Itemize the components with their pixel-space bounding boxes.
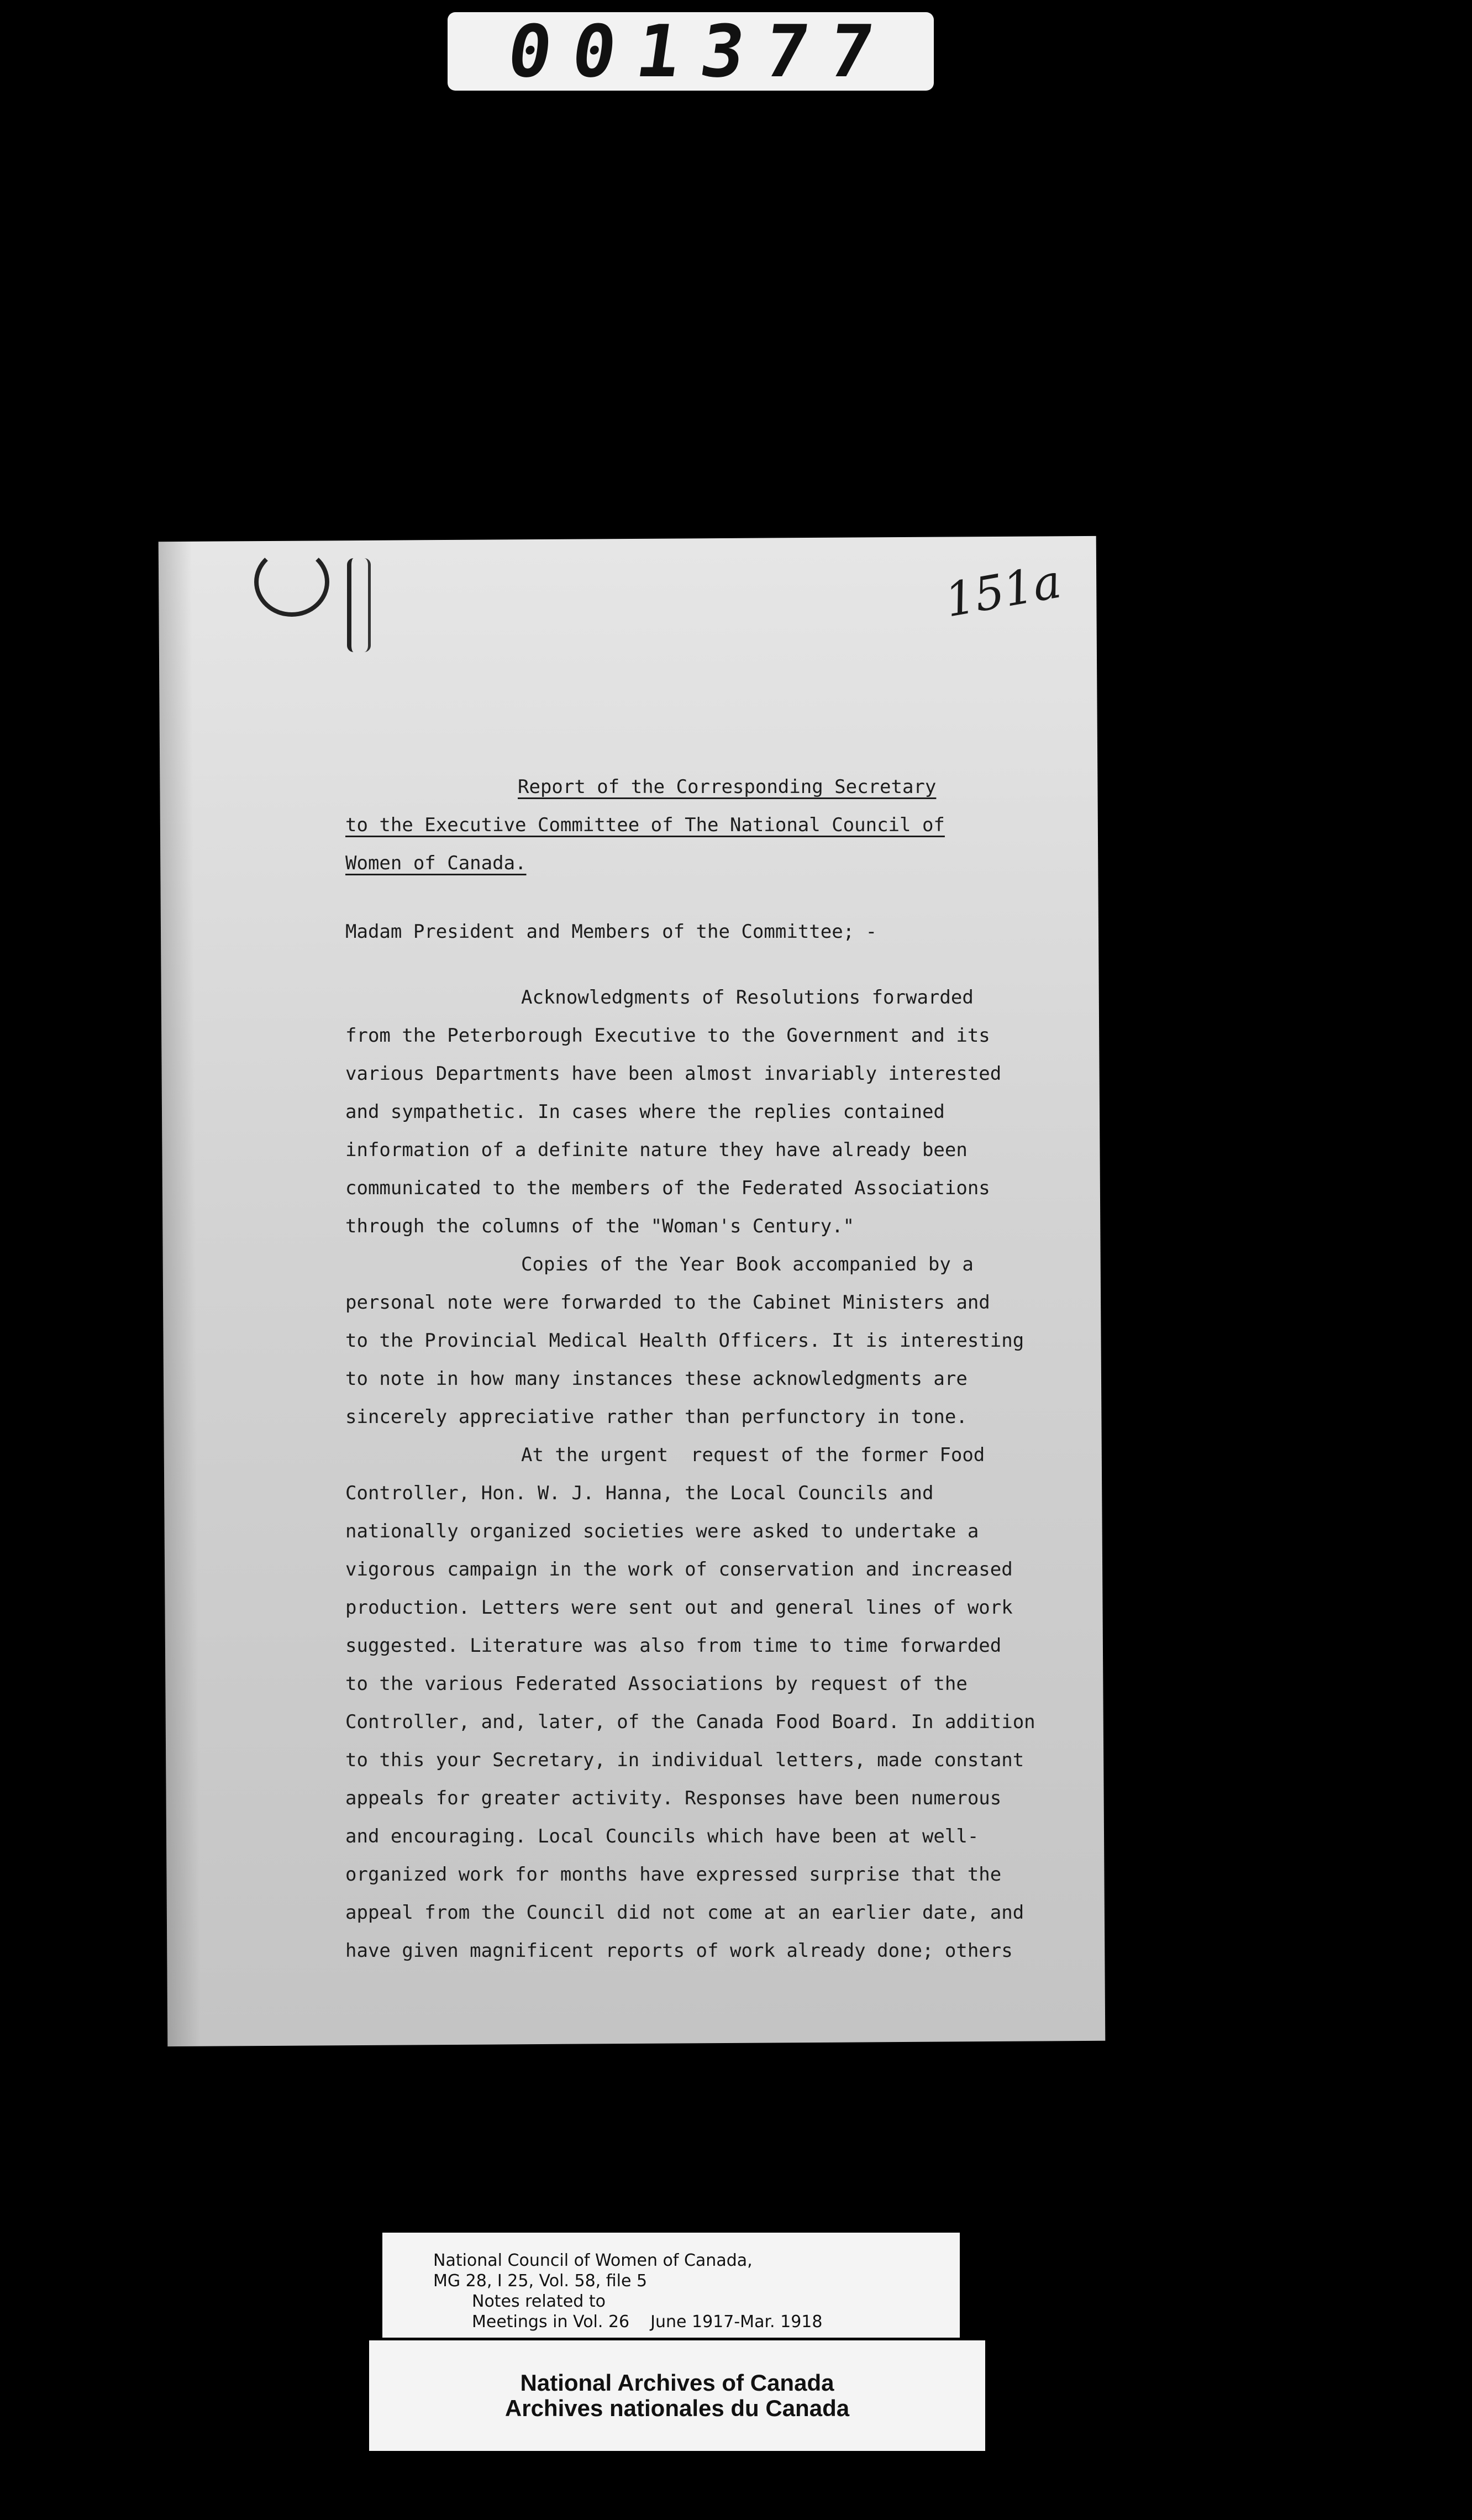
text-line: various Departments have been almost invariably interested [345, 1063, 1002, 1085]
title-line: Women of Canada. [345, 852, 527, 874]
reference-dates: June 1917-Mar. 1918 [650, 2312, 823, 2332]
text-line: vigorous campaign in the work of conservation and increased [345, 1558, 1013, 1581]
frame-number: 001377 [502, 9, 900, 93]
reference-line: National Council of Women of Canada, [433, 2251, 753, 2270]
text-line: appeal from the Council did not come at an earlier date, and [345, 1902, 1024, 1924]
archive-label [369, 2340, 985, 2451]
report-title [345, 768, 1080, 883]
reference-line [433, 2312, 960, 2332]
text-line: to the various Federated Associations by request of the [345, 1673, 968, 1695]
paragraph [345, 1246, 1080, 1436]
title-line: to the Executive Committee of The National Council of [345, 814, 945, 836]
text-line: through the columns of the "Woman's Century." [345, 1215, 855, 1237]
text-line: Acknowledgments of Resolutions forwarded [521, 986, 974, 1009]
text-line: appeals for greater activity. Responses have been numerous [345, 1787, 1002, 1809]
text-line: organized work for months have expressed surprise that the [345, 1863, 1002, 1886]
text-line: and encouraging. Local Councils which have been at well- [345, 1825, 979, 1847]
text-line: information of a definite nature they have already been [345, 1139, 968, 1161]
page-edge-shadow [159, 542, 201, 2046]
archive-name-english: National Archives of Canada [520, 2370, 834, 2396]
text-line: Controller, and, later, of the Canada Food Board. In addition [345, 1711, 1035, 1733]
text-line: from the Peterborough Executive to the Government and its [345, 1025, 990, 1047]
text-line: suggested. Literature was also from time to time forwarded [345, 1635, 1002, 1657]
binder-clip-mark [347, 558, 371, 652]
punch-hole-mark [254, 547, 329, 617]
paragraph [345, 1436, 1080, 1970]
reference-volume: Meetings in Vol. 26 [472, 2312, 630, 2332]
text-line: to the Provincial Medical Health Officers. It is interesting [345, 1330, 1024, 1352]
title-line: Report of the Corresponding Secretary [518, 776, 937, 798]
reference-line: MG 28, I 25, Vol. 58, file 5 [433, 2271, 648, 2291]
text-line: to this your Secretary, in individual letters, made constant [345, 1749, 1024, 1771]
text-line: At the urgent request of the former Food [521, 1444, 985, 1466]
text-line: production. Letters were sent out and general lines of work [345, 1597, 1013, 1619]
reference-line: Notes related to [472, 2292, 606, 2311]
text-line: Controller, Hon. W. J. Hanna, the Local Councils and [345, 1482, 934, 1504]
salutation: Madam President and Members of the Committee; - [345, 921, 877, 943]
text-line: nationally organized societies were asked to undertake a [345, 1520, 979, 1542]
archive-name-french: Archives nationales du Canada [504, 2395, 850, 2421]
text-line: sincerely appreciative rather than perfunctory in tone. [345, 1406, 968, 1428]
typed-report [345, 768, 1080, 1970]
text-line: to note in how many instances these acknowledgments are [345, 1368, 968, 1390]
text-line: communicated to the members of the Federated Associations [345, 1177, 990, 1199]
paragraph [345, 979, 1080, 1246]
frame-number-plate [448, 9, 934, 93]
text-line: Copies of the Year Book accompanied by a [521, 1253, 974, 1275]
folio-annotation: 151a [941, 554, 1065, 628]
text-line: and sympathetic. In cases where the replies contained [345, 1101, 945, 1123]
reference-label [382, 2233, 960, 2338]
text-line: personal note were forwarded to the Cabinet Ministers and [345, 1292, 990, 1314]
text-line: have given magnificent reports of work already done; others [345, 1940, 1013, 1962]
